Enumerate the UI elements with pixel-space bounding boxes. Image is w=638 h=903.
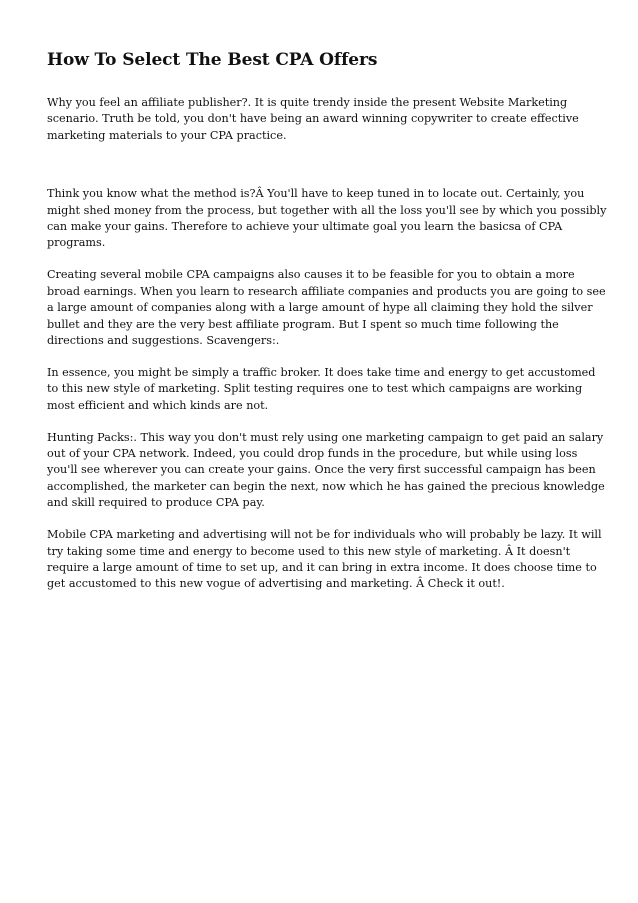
document-title: How To Select The Best CPA Offers: [47, 50, 378, 70]
spacer: [47, 144, 607, 186]
spacer: [47, 512, 607, 528]
spacer: [47, 349, 607, 365]
paragraph-hunting-packs: Hunting Packs:. This way you don't must rely using one marketing campaign to get paid an salary out of your CPA network. Indeed, you could drop funds in the procedure, but while using loss you'll see wherever you can create your gains. Once the very first successful campaign has been accomplished, the marketer can begin the next, now which he has gained the precious knowledge and skill required to produce CPA pay.: [47, 430, 605, 510]
spacer: [47, 252, 607, 268]
paragraph-traffic-broker: In essence, you might be simply a traffic broker. It does take time and energy to get accustomed to this new style of marketing. Split testing requires one to test which campaigns are working most efficient and which kinds are not.: [47, 365, 596, 412]
paragraph-method: Think you know what the method is?Â You'll have to keep tuned in to locate out. Certainly, you might shed money from the process, but together with all the loss you'll see by which you possibly can make your gains. Therefore to achieve your ultimate goal you learn the basicsa of CPA programs.: [47, 187, 607, 250]
spacer: [47, 414, 607, 430]
document-page: [47, 48, 607, 593]
paragraph-conclusion: Mobile CPA marketing and advertising will not be for individuals who will probably be lazy. It will try taking some time and energy to become used to this new style of marketing. Â It doesn't require a large amount of time to set up, and it can bring in extra income. It does choose time to get accustomed to this new vogue of advertising and marketing. Â Check it out!.: [47, 528, 602, 591]
paragraph-intro: Why you feel an affiliate publisher?. It is quite trendy inside the present Website Marketing scenario. Truth be told, you don't have being an award winning copywriter to create effective marketing materials to your CPA practice.: [47, 96, 579, 142]
paragraph-mobile-campaigns: Creating several mobile CPA campaigns also causes it to be feasible for you to obtain a more broad earnings. When you learn to research affiliate companies and products you are going to see a large amount of companies along with a large amount of hype all claiming they hold the silver bullet and they are the very best affiliate program. But I spent so much time following the directions and suggestions. Scavengers:.: [47, 268, 606, 347]
